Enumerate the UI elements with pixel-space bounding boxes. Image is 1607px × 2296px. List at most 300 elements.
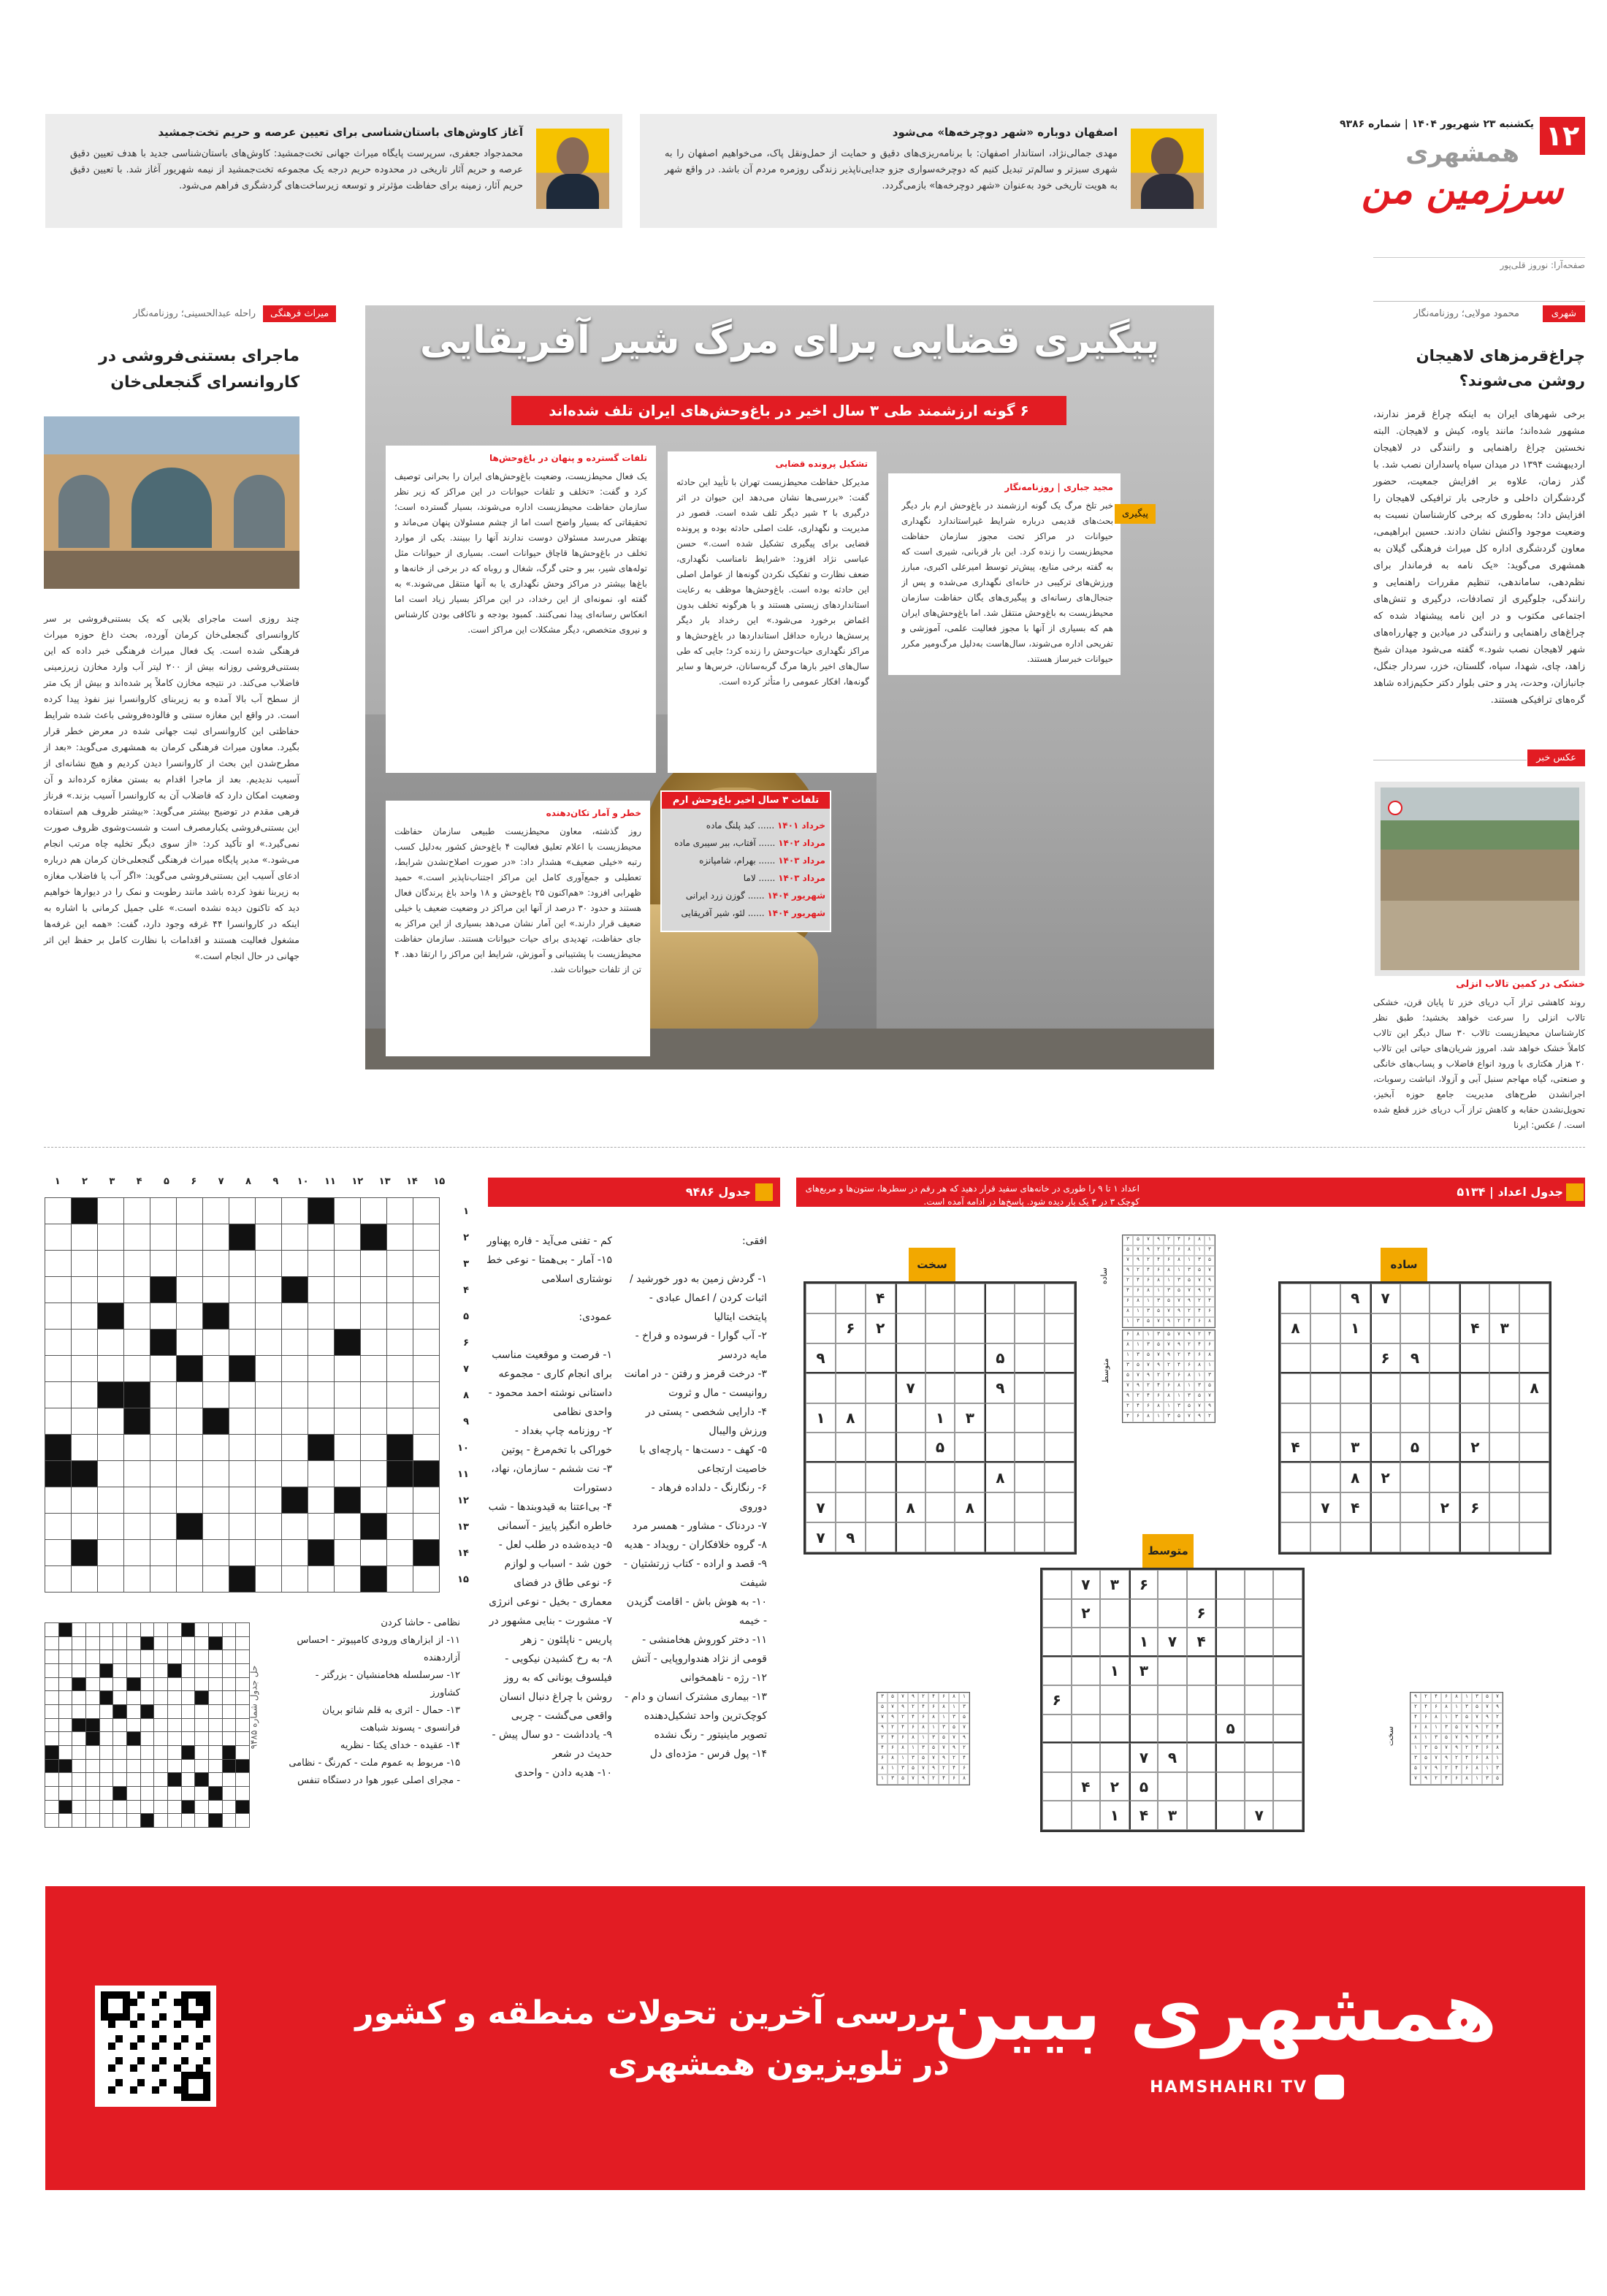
crossword-cell[interactable] [176, 1224, 203, 1251]
sudoku-cell[interactable] [1489, 1373, 1519, 1403]
sudoku-cell[interactable] [1072, 1801, 1101, 1830]
sudoku-cell[interactable]: ۲ [1459, 1433, 1489, 1462]
crossword-cell[interactable] [255, 1381, 282, 1408]
sudoku-cell[interactable] [1429, 1403, 1459, 1433]
crossword-cell[interactable] [229, 1197, 256, 1224]
sudoku-cell[interactable] [925, 1462, 955, 1492]
crossword-cell[interactable] [71, 1565, 98, 1593]
sudoku-cell[interactable]: ۸ [955, 1492, 985, 1522]
sudoku-cell[interactable] [1158, 1715, 1187, 1744]
sudoku-cell[interactable] [1015, 1492, 1045, 1522]
crossword-cell[interactable] [176, 1434, 203, 1461]
crossword-cell[interactable] [334, 1513, 361, 1540]
crossword-cell[interactable] [281, 1197, 308, 1224]
crossword-cell[interactable] [71, 1250, 98, 1277]
crossword-cell[interactable] [360, 1381, 387, 1408]
crossword-cell[interactable] [150, 1460, 177, 1487]
crossword-cell[interactable] [123, 1460, 150, 1487]
sudoku-cell[interactable] [1489, 1492, 1519, 1522]
sudoku-cell[interactable]: ۴ [866, 1284, 896, 1313]
crossword-cell[interactable] [413, 1355, 440, 1382]
sudoku-cell[interactable] [1489, 1343, 1519, 1373]
sudoku-cell[interactable]: ۷ [896, 1373, 925, 1403]
sudoku-cell[interactable] [1245, 1743, 1274, 1772]
crossword-cell[interactable] [334, 1276, 361, 1303]
crossword-cell[interactable] [123, 1303, 150, 1330]
sudoku-cell[interactable] [1215, 1743, 1245, 1772]
crossword-cell[interactable] [413, 1460, 440, 1487]
sudoku-cell[interactable] [1489, 1284, 1519, 1313]
crossword-cell[interactable] [71, 1329, 98, 1356]
crossword-cell[interactable] [386, 1355, 413, 1382]
sudoku-cell[interactable] [1489, 1462, 1519, 1492]
sudoku-cell[interactable]: ۴ [1459, 1313, 1489, 1343]
crossword-cell[interactable] [334, 1250, 361, 1277]
sudoku-cell[interactable] [1400, 1403, 1430, 1433]
crossword-cell[interactable] [45, 1276, 72, 1303]
crossword-cell[interactable] [97, 1250, 124, 1277]
sudoku-cell[interactable] [1310, 1313, 1340, 1343]
crossword-cell[interactable] [123, 1197, 150, 1224]
sudoku-cell[interactable] [1310, 1284, 1340, 1313]
crossword-cell[interactable] [360, 1460, 387, 1487]
crossword-cell[interactable] [413, 1329, 440, 1356]
crossword-cell[interactable] [45, 1250, 72, 1277]
sudoku-cell[interactable] [1187, 1801, 1216, 1830]
crossword-cell[interactable] [255, 1434, 282, 1461]
crossword-cell[interactable] [360, 1487, 387, 1514]
qr-code[interactable] [95, 1986, 216, 2107]
sudoku-cell[interactable]: ۹ [806, 1343, 836, 1373]
sudoku-cell[interactable] [1245, 1715, 1274, 1744]
sudoku-cell[interactable]: ۲ [866, 1313, 896, 1343]
sudoku-cell[interactable] [1187, 1772, 1216, 1801]
crossword-cell[interactable] [281, 1539, 308, 1566]
crossword-cell[interactable] [202, 1381, 229, 1408]
sudoku-cell[interactable] [1129, 1715, 1159, 1744]
crossword-cell[interactable] [413, 1250, 440, 1277]
crossword-cell[interactable] [281, 1250, 308, 1277]
sudoku-cell[interactable]: ۶ [1370, 1343, 1400, 1373]
sudoku-cell[interactable]: ۷ [1158, 1628, 1187, 1657]
crossword-cell[interactable] [71, 1408, 98, 1435]
sudoku-cell[interactable] [1273, 1743, 1302, 1772]
sudoku-cell[interactable] [1273, 1715, 1302, 1744]
sudoku-cell[interactable] [896, 1343, 925, 1373]
crossword-cell[interactable] [97, 1434, 124, 1461]
sudoku-cell[interactable] [806, 1433, 836, 1462]
sudoku-cell[interactable] [1015, 1343, 1045, 1373]
sudoku-cell[interactable] [1072, 1715, 1101, 1744]
crossword-cell[interactable] [71, 1434, 98, 1461]
crossword-cell[interactable] [308, 1539, 335, 1566]
sudoku-cell[interactable] [955, 1462, 985, 1492]
sudoku-cell[interactable] [1045, 1373, 1074, 1403]
crossword-cell[interactable] [176, 1355, 203, 1382]
sudoku-cell[interactable] [1015, 1313, 1045, 1343]
sudoku-cell[interactable] [1429, 1373, 1459, 1403]
sudoku-cell[interactable]: ۳ [1100, 1570, 1129, 1599]
crossword-cell[interactable] [45, 1460, 72, 1487]
crossword-cell[interactable] [97, 1408, 124, 1435]
sudoku-cell[interactable]: ۹ [1158, 1743, 1187, 1772]
crossword-cell[interactable] [229, 1513, 256, 1540]
sudoku-cell[interactable] [955, 1313, 985, 1343]
crossword-cell[interactable] [71, 1513, 98, 1540]
crossword-cell[interactable] [202, 1513, 229, 1540]
crossword-cell[interactable] [45, 1381, 72, 1408]
crossword-cell[interactable] [97, 1329, 124, 1356]
crossword-cell[interactable] [308, 1487, 335, 1514]
sudoku-cell[interactable] [896, 1403, 925, 1433]
sudoku-cell[interactable]: ۱ [1340, 1313, 1370, 1343]
sudoku-cell[interactable] [1245, 1772, 1274, 1801]
sudoku-cell[interactable] [866, 1522, 896, 1552]
crossword-cell[interactable] [150, 1539, 177, 1566]
crossword-cell[interactable] [71, 1460, 98, 1487]
crossword-cell[interactable] [308, 1224, 335, 1251]
crossword-cell[interactable] [413, 1487, 440, 1514]
sudoku-cell[interactable]: ۵ [1215, 1715, 1245, 1744]
sudoku-cell[interactable]: ۴ [1187, 1628, 1216, 1657]
sudoku-cell[interactable] [1042, 1599, 1072, 1628]
sudoku-cell[interactable] [1045, 1343, 1074, 1373]
crossword-cell[interactable] [281, 1434, 308, 1461]
sudoku-cell[interactable] [985, 1313, 1015, 1343]
crossword-cell[interactable] [45, 1434, 72, 1461]
crossword-cell[interactable] [202, 1460, 229, 1487]
crossword-cell[interactable] [123, 1224, 150, 1251]
sudoku-cell[interactable] [1245, 1628, 1274, 1657]
sudoku-cell[interactable] [1459, 1284, 1489, 1313]
sudoku-cell[interactable] [1519, 1403, 1549, 1433]
crossword-cell[interactable] [123, 1513, 150, 1540]
crossword-cell[interactable] [45, 1355, 72, 1382]
crossword-cell[interactable] [386, 1565, 413, 1593]
crossword-cell[interactable] [150, 1408, 177, 1435]
sudoku-cell[interactable]: ۹ [1340, 1284, 1370, 1313]
sudoku-cell[interactable] [1400, 1313, 1430, 1343]
sudoku-cell[interactable] [1370, 1373, 1400, 1403]
crossword-cell[interactable] [45, 1565, 72, 1593]
sudoku-cell[interactable] [955, 1284, 985, 1313]
crossword-cell[interactable] [334, 1487, 361, 1514]
sudoku-cell[interactable] [1215, 1801, 1245, 1830]
crossword-cell[interactable] [150, 1276, 177, 1303]
sudoku-cell[interactable] [1519, 1522, 1549, 1552]
crossword-cell[interactable] [281, 1355, 308, 1382]
crossword-cell[interactable] [360, 1224, 387, 1251]
crossword-cell[interactable] [308, 1565, 335, 1593]
sudoku-cell[interactable] [1459, 1462, 1489, 1492]
crossword-cell[interactable] [45, 1329, 72, 1356]
crossword-cell[interactable] [71, 1276, 98, 1303]
crossword-cell[interactable] [150, 1224, 177, 1251]
crossword-cell[interactable] [229, 1434, 256, 1461]
crossword-cell[interactable] [97, 1565, 124, 1593]
sudoku-cell[interactable]: ۴ [1280, 1433, 1310, 1462]
sudoku-cell[interactable] [1042, 1628, 1072, 1657]
crossword-cell[interactable] [308, 1276, 335, 1303]
sudoku-cell[interactable]: ۷ [1072, 1570, 1101, 1599]
sudoku-cell[interactable] [896, 1284, 925, 1313]
sudoku-cell[interactable]: ۳ [955, 1403, 985, 1433]
crossword-cell[interactable] [202, 1276, 229, 1303]
crossword-cell[interactable] [176, 1539, 203, 1566]
sudoku-cell[interactable]: ۴ [1340, 1492, 1370, 1522]
sudoku-cell[interactable] [955, 1522, 985, 1552]
sudoku-cell[interactable] [1072, 1628, 1101, 1657]
crossword-cell[interactable] [281, 1303, 308, 1330]
sudoku-cell[interactable] [1045, 1403, 1074, 1433]
crossword-cell[interactable] [308, 1329, 335, 1356]
crossword-cell[interactable] [176, 1408, 203, 1435]
sudoku-cell[interactable]: ۷ [806, 1492, 836, 1522]
crossword-cell[interactable] [413, 1565, 440, 1593]
crossword-cell[interactable] [334, 1539, 361, 1566]
sudoku-cell[interactable]: ۱ [925, 1403, 955, 1433]
crossword-cell[interactable] [229, 1539, 256, 1566]
crossword-cell[interactable] [45, 1224, 72, 1251]
sudoku-cell[interactable] [1158, 1657, 1187, 1686]
sudoku-cell[interactable] [1045, 1433, 1074, 1462]
crossword-cell[interactable] [150, 1197, 177, 1224]
crossword-cell[interactable] [413, 1539, 440, 1566]
crossword-cell[interactable] [176, 1565, 203, 1593]
sudoku-cell[interactable] [1015, 1433, 1045, 1462]
sudoku-cell[interactable] [1158, 1685, 1187, 1715]
crossword-cell[interactable] [150, 1303, 177, 1330]
sudoku-cell[interactable] [925, 1492, 955, 1522]
sudoku-cell[interactable] [1273, 1801, 1302, 1830]
crossword-cell[interactable] [386, 1329, 413, 1356]
crossword-cell[interactable] [202, 1434, 229, 1461]
crossword-cell[interactable] [97, 1539, 124, 1566]
crossword-cell[interactable] [255, 1487, 282, 1514]
sudoku-cell[interactable]: ۳ [1129, 1657, 1159, 1686]
sudoku-cell[interactable] [806, 1373, 836, 1403]
sudoku-cell[interactable] [925, 1313, 955, 1343]
crossword-cell[interactable] [360, 1250, 387, 1277]
sudoku-cell[interactable] [1042, 1743, 1072, 1772]
sudoku-cell[interactable] [1400, 1522, 1430, 1552]
sudoku-cell[interactable] [1459, 1343, 1489, 1373]
crossword-cell[interactable] [308, 1250, 335, 1277]
sudoku-cell[interactable]: ۵ [925, 1433, 955, 1462]
sudoku-cell[interactable] [1215, 1628, 1245, 1657]
sudoku-cell[interactable] [1340, 1343, 1370, 1373]
sudoku-cell[interactable] [1310, 1462, 1340, 1492]
crossword-cell[interactable] [308, 1303, 335, 1330]
crossword-cell[interactable] [360, 1355, 387, 1382]
sudoku-cell[interactable] [1519, 1492, 1549, 1522]
crossword-cell[interactable] [97, 1487, 124, 1514]
sudoku-cell[interactable]: ۸ [1280, 1313, 1310, 1343]
crossword-cell[interactable] [360, 1197, 387, 1224]
sudoku-cell[interactable] [896, 1313, 925, 1343]
sudoku-cell[interactable]: ۹ [985, 1373, 1015, 1403]
crossword-cell[interactable] [202, 1565, 229, 1593]
sudoku-cell[interactable] [1400, 1373, 1430, 1403]
sudoku-cell[interactable] [1245, 1599, 1274, 1628]
sudoku-cell[interactable]: ۲ [1429, 1492, 1459, 1522]
crossword-cell[interactable] [202, 1539, 229, 1566]
sudoku-cell[interactable] [896, 1433, 925, 1462]
sudoku-cell[interactable] [1042, 1657, 1072, 1686]
sudoku-cell[interactable]: ۱ [806, 1403, 836, 1433]
crossword-cell[interactable] [308, 1197, 335, 1224]
crossword-cell[interactable] [360, 1513, 387, 1540]
sudoku-cell[interactable] [1187, 1657, 1216, 1686]
crossword-cell[interactable] [255, 1250, 282, 1277]
crossword-cell[interactable] [413, 1303, 440, 1330]
sudoku-cell[interactable] [1245, 1570, 1274, 1599]
sudoku-cell[interactable] [1245, 1685, 1274, 1715]
crossword-cell[interactable] [360, 1303, 387, 1330]
crossword-cell[interactable] [334, 1460, 361, 1487]
crossword-cell[interactable] [229, 1487, 256, 1514]
sudoku-cell[interactable] [1459, 1522, 1489, 1552]
sudoku-cell[interactable]: ۸ [1519, 1373, 1549, 1403]
crossword-cell[interactable] [413, 1224, 440, 1251]
crossword-cell[interactable] [176, 1487, 203, 1514]
sudoku-cell[interactable] [836, 1373, 866, 1403]
crossword-cell[interactable] [71, 1197, 98, 1224]
sudoku-cell[interactable] [1340, 1522, 1370, 1552]
crossword-cell[interactable] [176, 1460, 203, 1487]
sudoku-cell[interactable] [1187, 1743, 1216, 1772]
crossword-cell[interactable] [71, 1487, 98, 1514]
crossword-cell[interactable] [386, 1487, 413, 1514]
sudoku-cell[interactable] [1459, 1373, 1489, 1403]
sudoku-cell[interactable] [985, 1492, 1015, 1522]
crossword-cell[interactable] [255, 1565, 282, 1593]
crossword-cell[interactable] [45, 1539, 72, 1566]
sudoku-cell[interactable] [955, 1433, 985, 1462]
sudoku-cell[interactable] [1280, 1462, 1310, 1492]
sudoku-cell[interactable] [1158, 1772, 1187, 1801]
crossword-cell[interactable] [413, 1381, 440, 1408]
crossword-cell[interactable] [176, 1329, 203, 1356]
sudoku-cell[interactable] [1370, 1522, 1400, 1552]
sudoku-cell[interactable] [1280, 1284, 1310, 1313]
sudoku-cell[interactable]: ۱ [1100, 1801, 1129, 1830]
sudoku-cell[interactable]: ۵ [1129, 1772, 1159, 1801]
sudoku-cell[interactable] [1187, 1715, 1216, 1744]
crossword-cell[interactable] [255, 1224, 282, 1251]
crossword-cell[interactable] [71, 1303, 98, 1330]
sudoku-cell[interactable] [1100, 1628, 1129, 1657]
sudoku-cell[interactable]: ۶ [1129, 1570, 1159, 1599]
crossword-cell[interactable] [202, 1250, 229, 1277]
sudoku-cell[interactable] [985, 1403, 1015, 1433]
sudoku-cell[interactable]: ۱ [1129, 1628, 1159, 1657]
sudoku-cell[interactable]: ۷ [1129, 1743, 1159, 1772]
sudoku-cell[interactable] [1042, 1570, 1072, 1599]
crossword-cell[interactable] [229, 1565, 256, 1593]
crossword-cell[interactable] [308, 1460, 335, 1487]
crossword-cell[interactable] [413, 1434, 440, 1461]
crossword-cell[interactable] [45, 1303, 72, 1330]
crossword-cell[interactable] [150, 1250, 177, 1277]
sudoku-cell[interactable]: ۸ [1340, 1462, 1370, 1492]
crossword-cell[interactable] [229, 1460, 256, 1487]
sudoku-cell[interactable] [1187, 1570, 1216, 1599]
sudoku-cell[interactable] [1310, 1373, 1340, 1403]
crossword-cell[interactable] [281, 1329, 308, 1356]
sudoku-cell[interactable] [806, 1313, 836, 1343]
sudoku-cell[interactable] [1015, 1284, 1045, 1313]
crossword-cell[interactable] [229, 1276, 256, 1303]
sudoku-cell[interactable] [1045, 1492, 1074, 1522]
crossword-cell[interactable] [123, 1408, 150, 1435]
crossword-cell[interactable] [386, 1381, 413, 1408]
sudoku-cell[interactable] [1015, 1462, 1045, 1492]
sudoku-cell[interactable] [985, 1284, 1015, 1313]
sudoku-cell[interactable] [1310, 1403, 1340, 1433]
sudoku-cell[interactable] [1273, 1599, 1302, 1628]
crossword-cell[interactable] [308, 1434, 335, 1461]
sudoku-cell[interactable] [1519, 1313, 1549, 1343]
sudoku-cell[interactable] [1280, 1522, 1310, 1552]
sudoku-cell[interactable] [925, 1284, 955, 1313]
crossword-cell[interactable] [123, 1329, 150, 1356]
crossword-cell[interactable] [386, 1224, 413, 1251]
sudoku-cell[interactable] [1215, 1685, 1245, 1715]
sudoku-cell[interactable] [1158, 1599, 1187, 1628]
sudoku-cell[interactable] [1042, 1772, 1072, 1801]
crossword-cell[interactable] [281, 1565, 308, 1593]
sudoku-cell[interactable] [955, 1373, 985, 1403]
sudoku-cell[interactable] [1215, 1657, 1245, 1686]
crossword-cell[interactable] [308, 1513, 335, 1540]
sudoku-cell[interactable] [1519, 1433, 1549, 1462]
crossword-cell[interactable] [281, 1408, 308, 1435]
sudoku-cell[interactable] [1429, 1522, 1459, 1552]
sudoku-cell[interactable] [1042, 1715, 1072, 1744]
crossword-cell[interactable] [229, 1381, 256, 1408]
sudoku-cell[interactable] [1370, 1313, 1400, 1343]
sudoku-medium-grid[interactable] [1040, 1568, 1305, 1832]
crossword-cell[interactable] [281, 1276, 308, 1303]
crossword-cell[interactable] [45, 1513, 72, 1540]
crossword-cell[interactable] [202, 1224, 229, 1251]
crossword-cell[interactable] [97, 1224, 124, 1251]
sudoku-cell[interactable] [866, 1343, 896, 1373]
sudoku-cell[interactable]: ۵ [1400, 1433, 1430, 1462]
sudoku-cell[interactable]: ۷ [806, 1522, 836, 1552]
crossword-cell[interactable] [308, 1381, 335, 1408]
sudoku-cell[interactable] [806, 1284, 836, 1313]
sudoku-cell[interactable] [896, 1522, 925, 1552]
crossword-cell[interactable] [71, 1381, 98, 1408]
sudoku-cell[interactable] [1100, 1599, 1129, 1628]
crossword-cell[interactable] [150, 1565, 177, 1593]
crossword-cell[interactable] [45, 1487, 72, 1514]
sudoku-cell[interactable] [1370, 1433, 1400, 1462]
sudoku-cell[interactable] [1100, 1715, 1129, 1744]
crossword-cell[interactable] [229, 1329, 256, 1356]
sudoku-cell[interactable]: ۷ [1310, 1492, 1340, 1522]
sudoku-cell[interactable]: ۶ [1042, 1685, 1072, 1715]
sudoku-cell[interactable] [1187, 1685, 1216, 1715]
sudoku-cell[interactable] [1072, 1657, 1101, 1686]
crossword-cell[interactable] [386, 1303, 413, 1330]
sudoku-cell[interactable] [1519, 1462, 1549, 1492]
crossword-cell[interactable] [281, 1224, 308, 1251]
crossword-cell[interactable] [281, 1460, 308, 1487]
crossword-cell[interactable] [71, 1539, 98, 1566]
